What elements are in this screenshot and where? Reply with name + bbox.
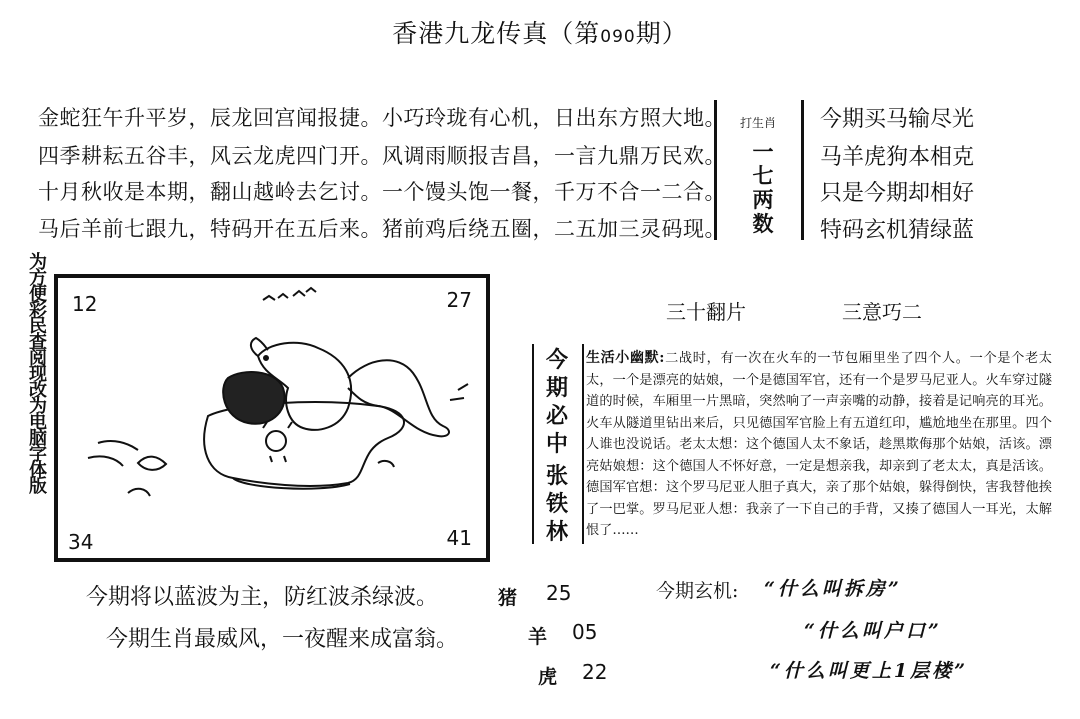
must-win-char: 中 [545, 431, 568, 457]
zodiac-number: 22 [582, 660, 608, 684]
bottom-line-2: 今期生肖最威风，一夜醒来成富翁。 [106, 627, 459, 652]
zodiac-count-char: 一 [752, 139, 774, 164]
corner-number-bottom-left: 34 [68, 530, 94, 554]
poem-line-1: 金蛇狂午升平岁，辰龙回宫闻报捷。小巧玲珑有心机，日出东方照大地。 [38, 106, 726, 130]
must-win-char: 铁 [545, 491, 568, 517]
story-title: 生活小幽默: [586, 350, 665, 366]
poem-line-2: 四季耕耘五谷丰，风云龙虎四门开。风调雨顺报吉昌，一言九鼎万民欢。 [38, 144, 726, 168]
humor-story [586, 348, 1052, 542]
mystery-phrase: “什么叫户口” [804, 620, 942, 642]
bottom-line-1: 今期将以蓝波为主，防红波杀绿波。 [86, 585, 439, 610]
poem-line-4: 马后羊前七跟九，特码开在五后来。猪前鸡后绕五圈，二五加三灵码现。 [38, 217, 726, 241]
mystery-phrase: “什么叫更上1层楼” [770, 660, 969, 682]
title-text-end: 期） [635, 19, 688, 48]
zodiac-number: 05 [572, 620, 598, 644]
header-three-skill: 三意巧二 [842, 300, 922, 324]
zodiac-count-char: 数 [752, 211, 774, 236]
corner-number-top-left: 12 [72, 292, 98, 316]
zodiac-name: 猪 [498, 587, 518, 609]
right-poem-line-4: 特码玄机猜绿蓝 [820, 218, 975, 243]
must-win-char: 张 [545, 463, 568, 489]
mystery-phrase: “什么叫拆房” [764, 578, 902, 600]
title-text: 香港九龙传真（第 [392, 19, 601, 48]
must-win-char: 必 [545, 403, 568, 429]
zodiac-name: 虎 [538, 666, 558, 688]
right-poem-line-1: 今期买马输尽光 [820, 107, 975, 132]
must-win-char: 今 [545, 347, 568, 373]
issue-number: 090 [600, 27, 636, 47]
header-thirty-flip: 三十翻片 [666, 300, 746, 324]
mystery-label: 今期玄机: [656, 580, 739, 602]
squirrel-illustration [58, 278, 486, 558]
illustration-box [54, 274, 490, 562]
page-title [0, 14, 1080, 50]
zodiac-count-char: 两 [752, 187, 774, 212]
must-win-char: 林 [545, 519, 568, 545]
story-text: 二战时，有一次在火车的一节包厢里坐了四个人。一个是个老太太，一个是漂亮的姑娘，一个是德国军官，还有一个是罗马尼亚人。火车穿过隧道的时候，车厢里一片黑暗，突然响了一声亲嘴的动静，接着是记响亮的耳光。火车从隧道里钻出来后，只见德国军官脸上有五道红印，尴尬地坐在那里。四个人谁也没说话。老太太想：这个德国人太不象话，趁黑欺侮那个姑娘，活该。漂亮姑娘想：这个德国人不怀好意，一定是想亲我，却亲到了老太太，真是活该。德国军官想：这个罗马尼亚人胆子真大，亲了那个姑娘，躲得倒快，害我替他挨了一巴掌。罗马尼亚人想：我亲了一下自己的手背，又揍了德国人一耳光，太解恨了…… [586, 351, 1052, 538]
corner-number-bottom-right: 41 [446, 526, 472, 550]
left-vertical-note: 为方便彩民查阅现改为电脑字体版 [26, 252, 47, 492]
zodiac-name: 羊 [528, 626, 548, 648]
zodiac-number: 25 [546, 581, 572, 605]
right-poem-line-3: 只是今期却相好 [820, 181, 975, 206]
poem-line-3: 十月秋收是本期，翻山越岭去乞讨。一个馒头饱一餐，千万不合一二合。 [38, 180, 726, 204]
zodiac-count-caption: 打生肖 [739, 116, 776, 130]
corner-number-top-right: 27 [446, 288, 472, 312]
must-win-char: 期 [545, 375, 568, 401]
zodiac-count-char: 七 [752, 163, 774, 188]
right-poem-line-2: 马羊虎狗本相克 [820, 145, 975, 170]
